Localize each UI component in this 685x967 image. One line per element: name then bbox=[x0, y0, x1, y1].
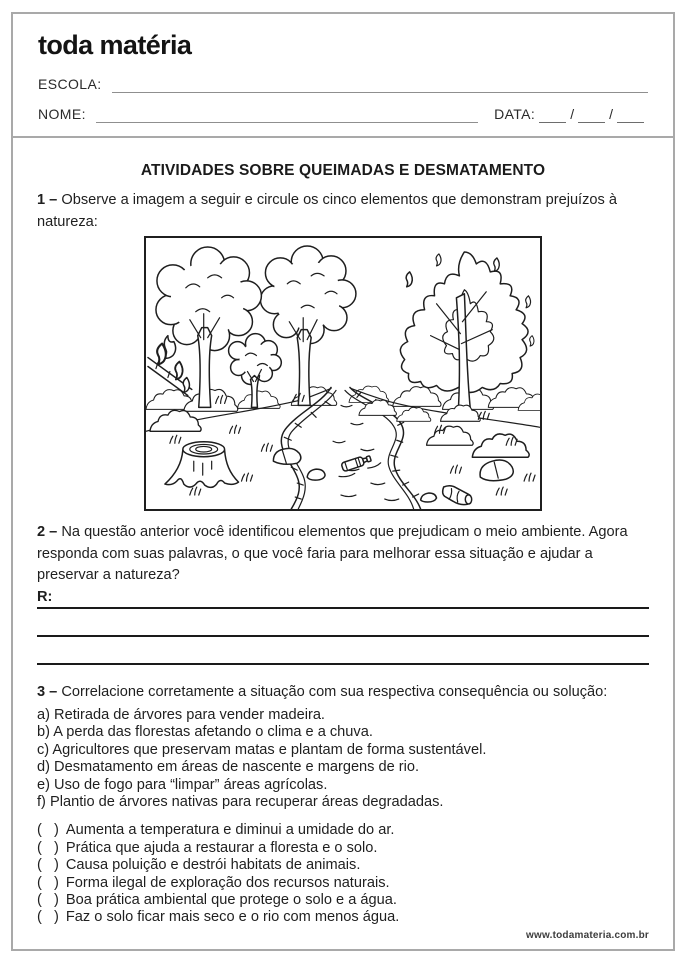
question-2-number: 2 – bbox=[37, 524, 58, 540]
header-divider bbox=[13, 136, 673, 138]
date-day-blank[interactable] bbox=[539, 106, 566, 123]
option-text: Retirada de árvores para vender madeira. bbox=[54, 707, 325, 723]
name-label: NOME: bbox=[38, 106, 86, 122]
option-letter: c) bbox=[37, 741, 50, 758]
option-d bbox=[37, 759, 649, 776]
answer-line[interactable] bbox=[37, 637, 649, 665]
crushed-can-icon bbox=[441, 484, 475, 506]
answer-parentheses-blank[interactable]: ( ) bbox=[37, 892, 59, 909]
statement-text: Boa prática ambiental que protege o solo e a água. bbox=[65, 892, 397, 909]
option-letter: e) bbox=[37, 776, 50, 793]
question-3 bbox=[37, 682, 649, 704]
option-e bbox=[37, 777, 649, 794]
statement-item bbox=[37, 840, 649, 857]
option-letter: b) bbox=[37, 724, 50, 741]
school-input-line[interactable] bbox=[112, 76, 649, 93]
question-1 bbox=[37, 190, 649, 233]
statement-text: Causa poluição e destrói habitats de animais. bbox=[65, 857, 361, 874]
statement-item bbox=[37, 909, 649, 926]
answer-parentheses-blank[interactable]: ( ) bbox=[37, 909, 59, 926]
question-1-number: 1 – bbox=[37, 192, 58, 208]
website-url: www.todamateria.com.br bbox=[526, 929, 649, 941]
worksheet-page bbox=[11, 12, 675, 951]
question-1-text: Observe a imagem a seguir e circule os cinco elementos que demonstram prejuízos à natureza: bbox=[37, 192, 617, 230]
option-letter: f) bbox=[37, 794, 46, 811]
option-f bbox=[37, 794, 649, 811]
name-date-field-row bbox=[38, 105, 648, 123]
answer-label-line[interactable] bbox=[37, 589, 649, 609]
nature-damage-illustration bbox=[144, 236, 542, 511]
date-separator: / bbox=[570, 106, 575, 122]
question-3-text: Correlacione corretamente a situação com sua respectiva consequência ou solução: bbox=[61, 683, 608, 700]
answer-parentheses-blank[interactable]: ( ) bbox=[37, 857, 59, 874]
option-text: Desmatamento em áreas de nascente e margens de rio. bbox=[54, 759, 420, 776]
worksheet-body bbox=[13, 162, 673, 941]
healthy-tree-icon bbox=[260, 246, 356, 405]
option-text: Uso de fogo para “limpar” áreas agrícolas. bbox=[54, 776, 328, 793]
date-separator: / bbox=[609, 106, 613, 122]
question-3-options bbox=[37, 707, 649, 811]
statement-item bbox=[37, 822, 649, 839]
question-2-text: Na questão anterior você identificou elementos que prejudicam o meio ambiente. Agora responda com suas palavras, o que você faria para melhorar essa situação e ajudar a preservar a natureza? bbox=[37, 524, 628, 583]
option-text: Plantio de árvores nativas para recuperar áreas degradadas. bbox=[49, 794, 444, 811]
answer-parentheses-blank[interactable]: ( ) bbox=[37, 839, 59, 856]
date-month-blank[interactable] bbox=[578, 106, 605, 123]
option-a bbox=[37, 707, 649, 724]
question-3-statements bbox=[37, 822, 649, 926]
statement-item bbox=[37, 892, 649, 909]
answer-label: R: bbox=[37, 588, 53, 605]
burning-tree-icon bbox=[400, 252, 534, 409]
statement-item bbox=[37, 875, 649, 892]
date-year-blank[interactable] bbox=[617, 106, 644, 123]
option-letter: d) bbox=[37, 759, 50, 776]
option-text: A perda das florestas afetando o clima e a chuva. bbox=[53, 724, 373, 741]
option-c bbox=[37, 742, 649, 759]
statement-text: Forma ilegal de exploração dos recursos naturais. bbox=[65, 874, 390, 891]
answer-parentheses-blank[interactable]: ( ) bbox=[37, 874, 59, 891]
option-b bbox=[37, 724, 649, 741]
statement-text: Aumenta a temperatura e diminui a umidade do ar. bbox=[65, 822, 395, 839]
statement-item bbox=[37, 857, 649, 874]
question-3-number: 3 – bbox=[37, 683, 58, 700]
date-label: DATA: bbox=[494, 106, 536, 122]
worksheet-header bbox=[13, 14, 673, 123]
plastic-bottle-icon bbox=[335, 451, 381, 478]
forest-scene-drawing bbox=[146, 238, 540, 509]
option-letter: a) bbox=[37, 707, 50, 723]
statement-text: Prática que ajuda a restaurar a floresta e o solo. bbox=[65, 839, 378, 856]
worksheet-title: ATIVIDADES SOBRE QUEIMADAS E DESMATAMENTO bbox=[140, 162, 546, 179]
school-label: ESCOLA: bbox=[38, 76, 102, 92]
answer-line[interactable] bbox=[37, 609, 649, 637]
tree-stump-icon bbox=[165, 442, 239, 488]
statement-text: Faz o solo ficar mais seco e o rio com menos água. bbox=[65, 909, 400, 926]
question-2 bbox=[37, 522, 649, 587]
option-text: Agricultores que preservam matas e plantam de forma sustentável. bbox=[52, 741, 487, 758]
answer-parentheses-blank[interactable]: ( ) bbox=[37, 822, 59, 839]
name-input-line[interactable] bbox=[96, 106, 478, 123]
toda-materia-logo: toda matéria bbox=[38, 30, 192, 60]
school-field-row bbox=[38, 75, 648, 93]
